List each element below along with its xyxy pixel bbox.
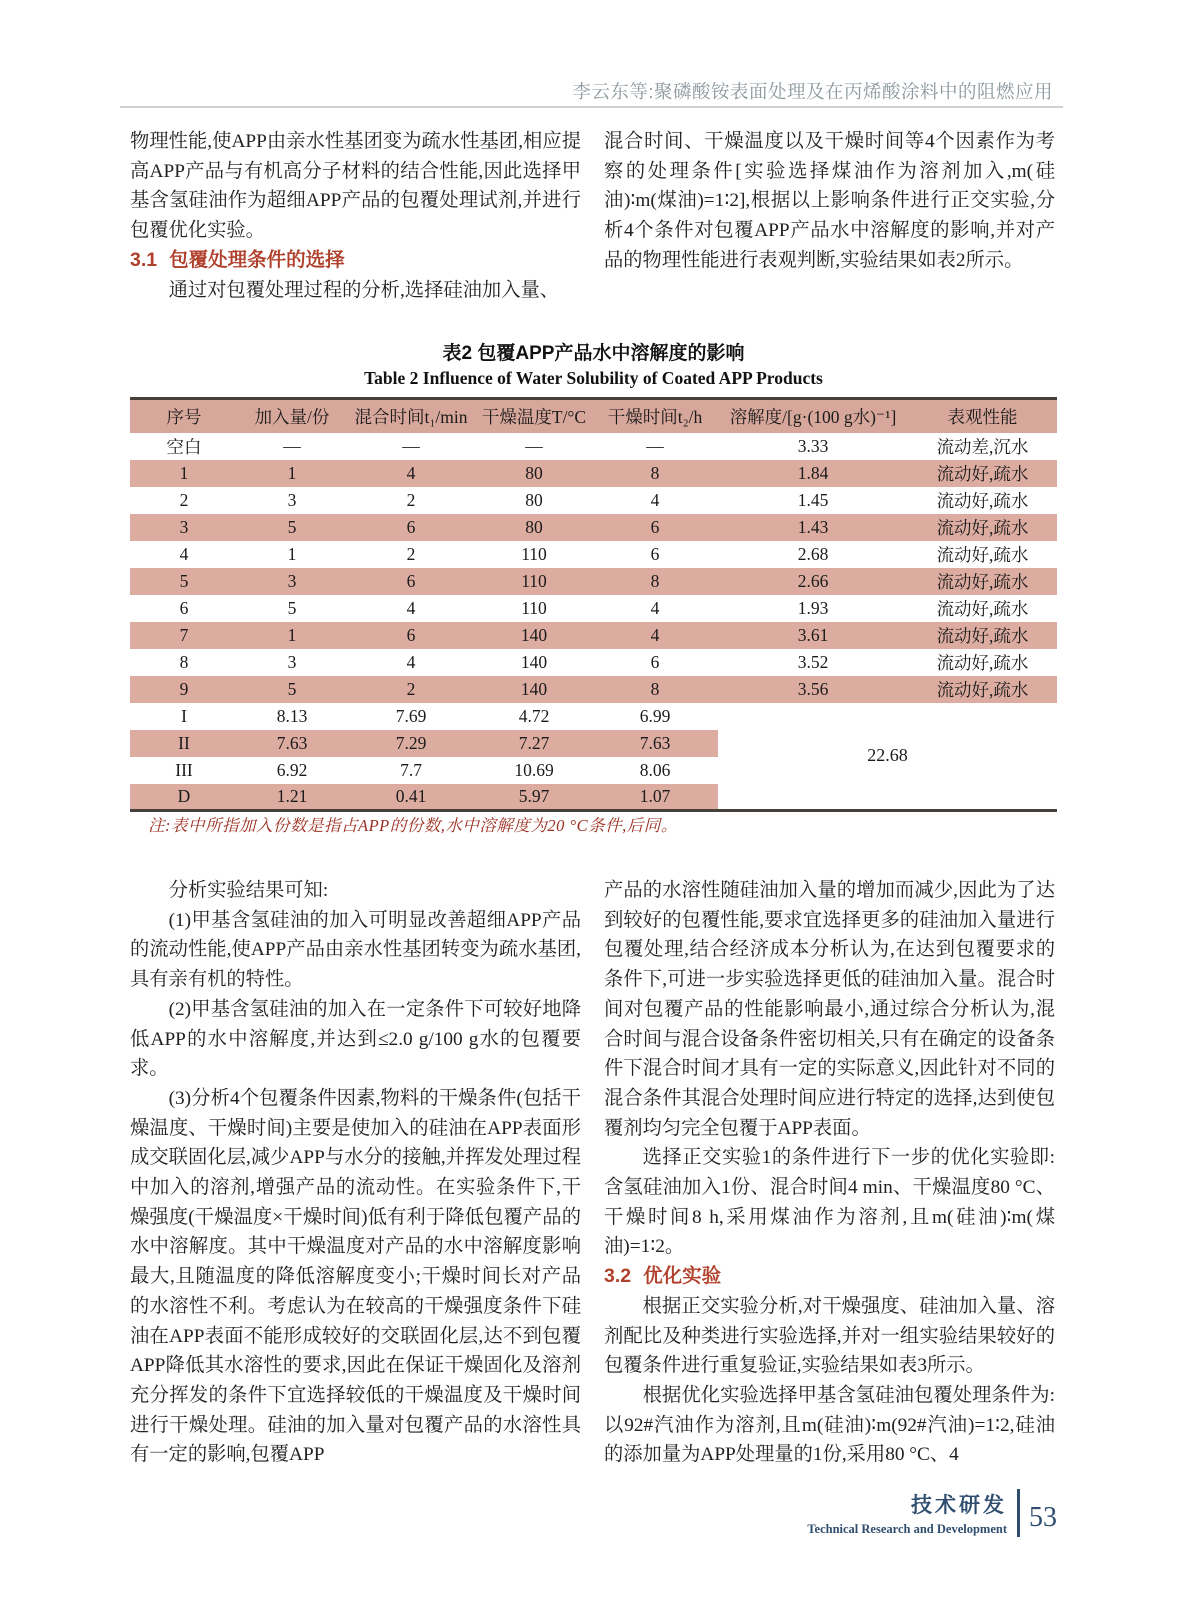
- table-cell: 1.93: [797, 597, 829, 618]
- table-cell: I: [181, 705, 187, 726]
- intro-columns: [130, 127, 1055, 305]
- table-cell: 流动差,沉水: [936, 436, 1029, 457]
- paragraph: (1)甲基含氢硅油的加入可明显改善超细APP产品的流动性能,使APP产品由亲水性基团转变为疏水基团,具有亲有机的特性。: [130, 909, 581, 991]
- footer-divider: [1017, 1489, 1020, 1537]
- table2-block: [130, 338, 1057, 812]
- table-cell: 10.69: [514, 759, 554, 780]
- table-cell: 3: [287, 489, 297, 510]
- section-heading-3-2: [604, 1262, 1055, 1292]
- table-cell: 2.68: [797, 543, 829, 564]
- table-cell: 8: [650, 570, 660, 591]
- table-cell: 流动好,疏水: [936, 625, 1029, 646]
- table-row: [130, 622, 1057, 649]
- table-cell: 5: [179, 570, 189, 591]
- table-cell: 4: [406, 462, 416, 483]
- table-cell: D: [177, 785, 191, 806]
- table-cell: 9: [179, 678, 189, 699]
- table-cell: 4: [406, 597, 416, 618]
- table-cell: 3: [287, 651, 297, 672]
- table-cell: 3.33: [797, 435, 829, 456]
- table-cell: 流动好,疏水: [936, 463, 1029, 484]
- section-title: 优化实验: [643, 1265, 722, 1288]
- table-cell: 8.06: [639, 759, 671, 780]
- table-cell: 80: [525, 462, 543, 483]
- solubility-table: [130, 397, 1057, 812]
- table-cell: 140: [520, 651, 548, 672]
- table-cell: 空白: [166, 436, 202, 457]
- table-cell: 1.21: [276, 785, 308, 806]
- table-cell: 2: [406, 489, 416, 510]
- paragraph: (2)甲基含氢硅油的加入在一定条件下可较好地降低APP的水中溶解度,并达到≤2.0 g/100 g水的包覆要求。: [130, 998, 581, 1080]
- table-cell: 6: [406, 570, 416, 591]
- table-cell: 110: [521, 570, 547, 591]
- header-rule: [120, 106, 1063, 108]
- table-cell: 4.72: [518, 705, 550, 726]
- footer: [807, 1489, 1057, 1537]
- analysis-columns: [130, 876, 1055, 1470]
- table-cell: 110: [521, 543, 547, 564]
- table-cell: 5.97: [518, 785, 550, 806]
- paragraph: 产品的水溶性随硅油加入量的增加而减少,因此为了达到较好的包覆性能,要求宜选择更多的硅油加入量进行包覆处理,结合经济成本分析认为,在达到包覆要求的条件下,可进一步实验选择更低的硅油加入量。混合时间对包覆产品的性能影响最小,通过综合分析认为,混合时间与混合设备条件密切相关,只有在确定的设备条件下混合时间才具有一定的实际意义,因此针对不同的混合条件其混合处理时间应进行特定的选择,达到使包覆剂均匀完全包覆于APP表面。: [604, 880, 1055, 1139]
- table-title-en: Table 2 Influence of Water Solubility of Coated APP Products: [364, 368, 823, 388]
- table-cell: 5: [287, 678, 297, 699]
- table-cell: 7.69: [395, 705, 427, 726]
- table-cell: 7.7: [400, 759, 422, 780]
- table-cell: 6: [650, 516, 660, 537]
- table-cell: 4: [650, 597, 660, 618]
- table-header-cell: 加入量/份: [254, 406, 330, 427]
- table-row: [130, 595, 1057, 622]
- table-cell: 5: [287, 597, 297, 618]
- table-cell: 7.63: [639, 732, 671, 753]
- paragraph: 根据优化实验选择甲基含氢硅油包覆处理条件为:以92#汽油作为溶剂,且m(硅油)∶m(92#汽油)=1∶2,硅油的添加量为APP处理量的1份,采用80 °C、4: [604, 1384, 1055, 1466]
- table-cell: 5: [287, 516, 297, 537]
- table-cell: 8: [650, 462, 660, 483]
- table-cell: 6: [650, 543, 660, 564]
- table-header-cell: 溶解度/[g·(100 g水)⁻¹]: [729, 406, 897, 427]
- table-cell: 1: [179, 462, 189, 483]
- section-number: 3.1: [130, 248, 158, 271]
- table-cell: 7.27: [518, 732, 550, 753]
- table-header-cell: 序号: [166, 406, 202, 427]
- table-header-cell: 混合时间t₁/min: [354, 406, 468, 427]
- table-cell: 140: [520, 678, 548, 699]
- merged-solubility-cell: 22.68: [718, 703, 1057, 811]
- table-cell: 3.61: [797, 624, 829, 645]
- table-cell: 3.56: [797, 678, 829, 699]
- intro-right-column: [604, 127, 1055, 305]
- table-cell: —: [525, 435, 543, 456]
- table-cell: III: [175, 759, 193, 780]
- page-number: 53: [1029, 1502, 1057, 1533]
- running-head: 李云东等:聚磷酸铵表面处理及在丙烯酸涂料中的阻燃应用: [572, 81, 1053, 102]
- footer-section-cn: 技术研发: [911, 1494, 1007, 1517]
- table-cell: 2.66: [797, 570, 829, 591]
- table-cell: 流动好,疏水: [936, 544, 1029, 565]
- paragraph: 通过对包覆处理过程的分析,选择硅油加入量、: [168, 279, 560, 301]
- table-cell: 4: [650, 624, 660, 645]
- table-cell: 1.07: [639, 785, 671, 806]
- table-cell: II: [178, 732, 190, 753]
- table-header-cell: 干燥温度T/°C: [481, 406, 587, 427]
- section-number: 3.2: [604, 1265, 632, 1288]
- section-heading-3-1: [130, 246, 581, 276]
- table-cell: —: [646, 435, 664, 456]
- table-row: [130, 541, 1057, 568]
- table-cell: 流动好,疏水: [936, 490, 1029, 511]
- table-summary-row: [130, 703, 1057, 730]
- paragraph: 根据正交实验分析,对干燥强度、硅油加入量、溶剂配比及种类进行实验选择,并对一组实验结果较好的包覆条件进行重复验证,实验结果如表3所示。: [604, 1295, 1055, 1377]
- table-cell: 110: [521, 597, 547, 618]
- table-cell: 3.52: [797, 651, 829, 672]
- table-cell: 流动好,疏水: [936, 517, 1029, 538]
- table-header-cell: 干燥时间t₂/h: [607, 406, 703, 427]
- table-cell: 1.84: [797, 462, 829, 483]
- table-cell: 2: [406, 678, 416, 699]
- table-cell: 6.92: [276, 759, 308, 780]
- table-cell: 6: [650, 651, 660, 672]
- table-cell: 2: [179, 489, 189, 510]
- table-cell: —: [283, 435, 301, 456]
- table-cell: 7: [179, 624, 189, 645]
- table-cell: 1: [287, 543, 297, 564]
- table-cell: 流动好,疏水: [936, 679, 1029, 700]
- table-cell: 8.13: [276, 705, 308, 726]
- analysis-right-column: [604, 876, 1055, 1470]
- table-cell: 流动好,疏水: [936, 571, 1029, 592]
- table-cell: 流动好,疏水: [936, 598, 1029, 619]
- table-cell: 1: [287, 624, 297, 645]
- table-cell: 3: [287, 570, 297, 591]
- table-row: [130, 676, 1057, 703]
- table-row: [130, 433, 1057, 460]
- table-cell: 8: [650, 678, 660, 699]
- table-cell: 140: [520, 624, 548, 645]
- table-body: [130, 433, 1057, 811]
- table-cell: 80: [525, 516, 543, 537]
- table-cell: 4: [179, 543, 189, 564]
- table-cell: 1.43: [797, 516, 829, 537]
- table-cell: 7.29: [395, 732, 427, 753]
- table-cell: 0.41: [395, 785, 427, 806]
- table-row: [130, 460, 1057, 487]
- table-row: [130, 487, 1057, 514]
- paragraph: 分析实验结果可知:: [168, 880, 329, 901]
- analysis-left-column: [130, 876, 581, 1470]
- table-cell: —: [402, 435, 420, 456]
- table-row: [130, 649, 1057, 676]
- table-cell: 7.63: [276, 732, 308, 753]
- table-cell: 6.99: [639, 705, 671, 726]
- paragraph: 混合时间、干燥温度以及干燥时间等4个因素作为考察的处理条件[实验选择煤油作为溶剂加入,m(硅油)∶m(煤油)=1∶2],根据以上影响条件进行正交实验,分析4个条件对包覆APP产品水中溶解度的影响,并对产品的物理性能进行表观判断,实验结果如表2所示。: [604, 131, 1055, 271]
- intro-left-column: [130, 127, 581, 305]
- table-header-cell: 表观性能: [947, 406, 1018, 427]
- table-cell: 流动好,疏水: [936, 652, 1029, 673]
- table-cell: 4: [406, 651, 416, 672]
- paragraph: 选择正交实验1的条件进行下一步的优化实验即:含氢硅油加入1份、混合时间4 min、干燥温度80 °C、干燥时间8 h,采用煤油作为溶剂,且m(硅油)∶m(煤油)=1∶2。: [604, 1147, 1055, 1258]
- footer-section-en: Technical Research and Development: [807, 1522, 1007, 1536]
- table-cell: 2: [406, 543, 416, 564]
- paragraph: (3)分析4个包覆条件因素,物料的干燥条件(包括干燥温度、干燥时间)主要是使加入的硅油在APP表面形成交联固化层,减少APP与水分的接触,并挥发处理过程中加入的溶剂,增强产品的流动性。在实验条件下,干燥强度(干燥温度×干燥时间)低有利于降低包覆产品的水中溶解度。其中干燥温度对产品的水中溶解度影响最大,且随温度的降低溶解度变小;干燥时间长对产品的水溶性不利。考虑认为在较高的干燥强度条件下硅油在APP表面不能形成较好的交联固化层,达不到包覆APP降低其水溶性的要求,因此在保证干燥固化及溶剂充分挥发的条件下宜选择较低的干燥温度及干燥时间进行干燥处理。硅油的加入量对包覆产品的水溶性具有一定的影响,包覆APP: [130, 1087, 581, 1466]
- table-cell: 80: [525, 489, 543, 510]
- table-title-cn: 表2 包覆APP产品水中溶解度的影响: [442, 343, 745, 364]
- footer-section: [807, 1489, 1007, 1537]
- section-title: 包覆处理条件的选择: [169, 248, 345, 271]
- table-cell: 6: [406, 516, 416, 537]
- table-row: [130, 568, 1057, 595]
- table-header-row: [130, 399, 1057, 433]
- table-cell: 4: [650, 489, 660, 510]
- table-note: 注:表中所指加入份数是指占APP的份数,水中溶解度为20 °C条件,后同。: [148, 816, 678, 835]
- table-row: [130, 514, 1057, 541]
- paragraph: 物理性能,使APP由亲水性基团变为疏水性基团,相应提高APP产品与有机高分子材料的结合性能,因此选择甲基含氢硅油作为超细APP产品的包覆处理试剂,并进行包覆优化实验。: [130, 131, 581, 242]
- table-cell: 8: [179, 651, 189, 672]
- table-cell: 1.45: [797, 489, 829, 510]
- table-cell: 6: [406, 624, 416, 645]
- table-cell: 6: [179, 597, 189, 618]
- table-cell: 1: [287, 462, 297, 483]
- table-cell: 3: [179, 516, 189, 537]
